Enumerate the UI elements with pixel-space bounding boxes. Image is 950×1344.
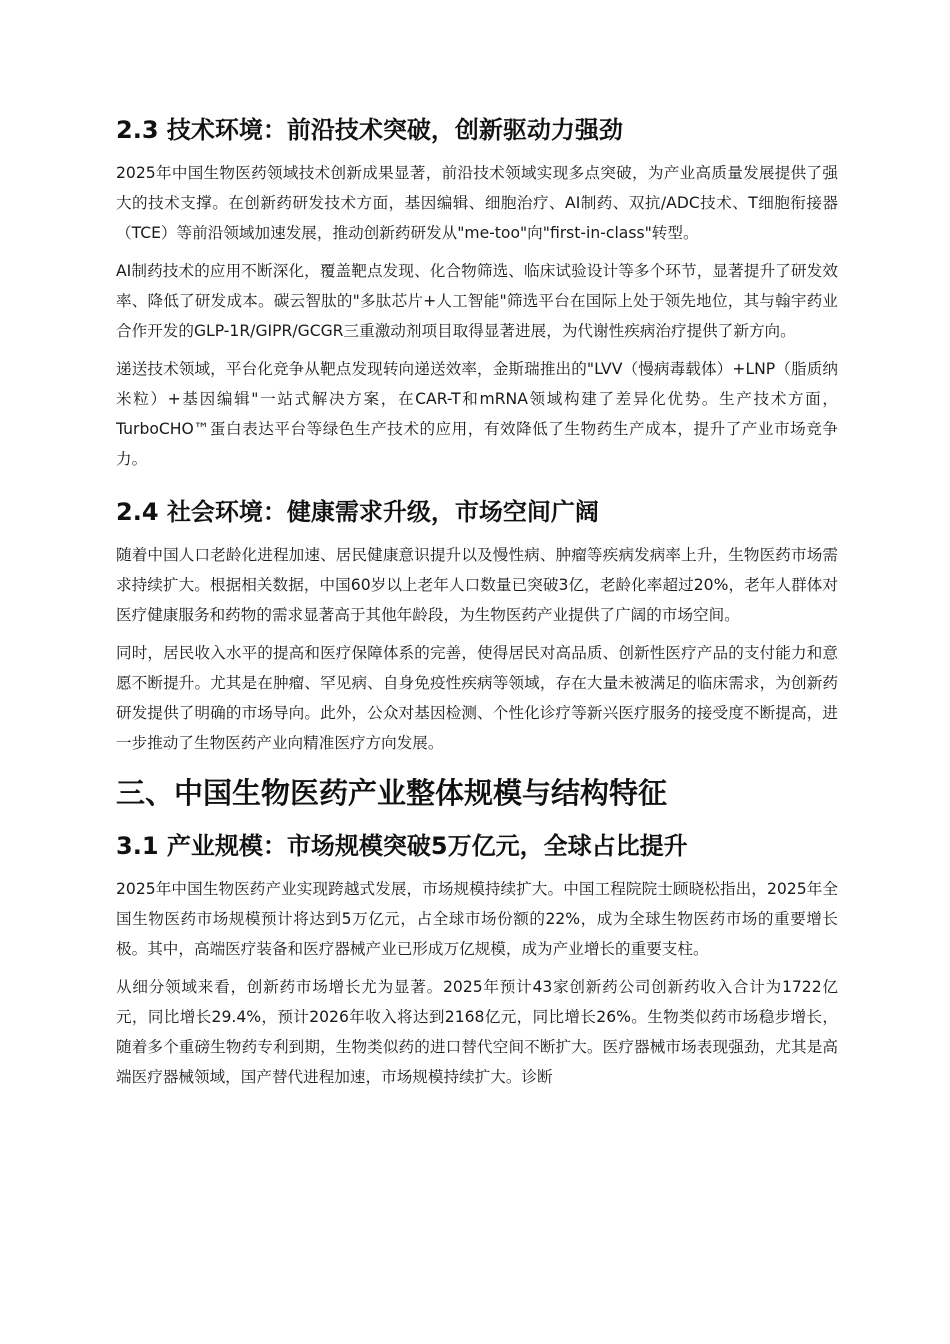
- paragraph: 随着中国人口老龄化进程加速、居民健康意识提升以及慢性病、肿瘤等疾病发病率上升，生物医药市场需求持续扩大。根据相关数据，中国60岁以上老年人口数量已突破3亿，老龄化率超过20%，老年人群体对医疗健康服务和药物的需求显著高于其他年龄段，为生物医药产业提供了广阔的市场空间。: [116, 546, 838, 624]
- paragraph: 递送技术领域，平台化竞争从靶点发现转向递送效率，金斯瑞推出的"LVV（慢病毒载体）+LNP（脂质纳米粒）+基因编辑"一站式解决方案，在CAR-T和mRNA领域构建了差异化优势。生产技术方面，TurboCHO™蛋白表达平台等绿色生产技术的应用，有效降低了生物药生产成本，提升了产业市场竞争力。: [116, 360, 838, 468]
- paragraph: 从细分领域来看，创新药市场增长尤为显著。2025年预计43家创新药公司创新药收入合计为1722亿元，同比增长29.4%，预计2026年收入将达到2168亿元，同比增长26%。生物类似药市场稳步增长，随着多个重磅生物药专利到期，生物类似药的进口替代空间不断扩大。医疗器械市场表现强劲，尤其是高端医疗器械领域，国产替代进程加速，市场规模持续扩大。诊断: [116, 978, 838, 1086]
- paragraph: 2025年中国生物医药产业实现跨越式发展，市场规模持续扩大。中国工程院院士顾晓松指出，2025年全国生物医药市场规模预计将达到5万亿元，占全球市场份额的22%，成为全球生物医药市场的重要增长极。其中，高端医疗装备和医疗器械产业已形成万亿规模，成为产业增长的重要支柱。: [116, 880, 838, 958]
- paragraph: AI制药技术的应用不断深化，覆盖靶点发现、化合物筛选、临床试验设计等多个环节，显著提升了研发效率、降低了研发成本。碳云智肽的"多肽芯片+人工智能"筛选平台在国际上处于领先地位，其与翰宇药业合作开发的GLP-1R/GIPR/GCGR三重激动剂项目取得显著进展，为代谢性疾病治疗提供了新方向。: [116, 262, 838, 340]
- paragraph: 同时，居民收入水平的提高和医疗保障体系的完善，使得居民对高品质、创新性医疗产品的支付能力和意愿不断提升。尤其是在肿瘤、罕见病、自身免疫性疾病等领域，存在大量未被满足的临床需求，为创新药研发提供了明确的市场导向。此外，公众对基因检测、个性化诊疗等新兴医疗服务的接受度不断提高，进一步推动了生物医药产业向精准医疗方向发展。: [116, 644, 838, 752]
- section-heading-3-1: 3.1 产业规模：市场规模突破5万亿元，全球占比提升: [116, 832, 688, 860]
- section-heading-2-3: 2.3 技术环境：前沿技术突破，创新驱动力强劲: [116, 116, 623, 144]
- paragraph: 2025年中国生物医药领域技术创新成果显著，前沿技术领域实现多点突破，为产业高质量发展提供了强大的技术支撑。在创新药研发技术方面，基因编辑、细胞治疗、AI制药、双抗/ADC技术、T细胞衔接器（TCE）等前沿领域加速发展，推动创新药研发从"me-too"向"first-in-class"转型。: [116, 164, 838, 242]
- spacer: [116, 482, 838, 494]
- document-page: [116, 112, 838, 1100]
- chapter-heading-3: 三、中国生物医药产业整体规模与结构特征: [116, 776, 668, 810]
- section-heading-2-4: 2.4 社会环境：健康需求升级，市场空间广阔: [116, 498, 599, 526]
